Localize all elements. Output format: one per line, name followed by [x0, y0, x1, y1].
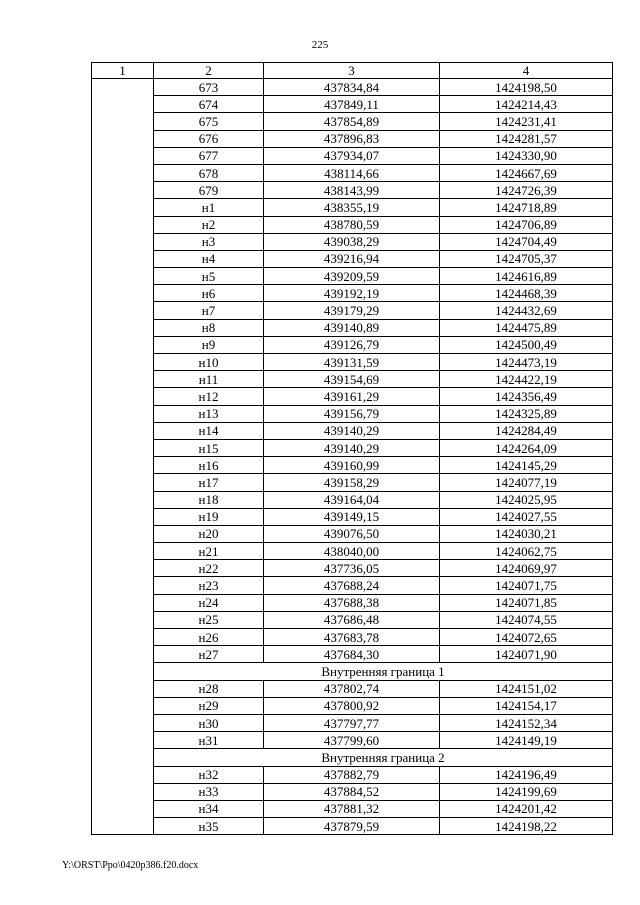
point-id-cell: н26 [154, 629, 264, 646]
y-coordinate-cell: 1424071,75 [440, 577, 613, 594]
point-id-cell: н32 [154, 766, 264, 783]
x-coordinate-cell: 439154,69 [264, 371, 440, 388]
x-coordinate-cell: 437736,05 [264, 560, 440, 577]
x-coordinate-cell: 439038,29 [264, 233, 440, 250]
x-coordinate-cell: 439161,29 [264, 388, 440, 405]
y-coordinate-cell: 1424473,19 [440, 354, 613, 371]
table-row [92, 199, 613, 216]
table-row [92, 422, 613, 439]
x-coordinate-cell: 439149,15 [264, 508, 440, 525]
y-coordinate-cell: 1424475,89 [440, 319, 613, 336]
footer-file-path: Y:\ORST\Ppo\0420p386.f20.docx [62, 860, 199, 871]
section-label-row [92, 749, 613, 766]
y-coordinate-cell: 1424704,49 [440, 233, 613, 250]
point-id-cell: н17 [154, 474, 264, 491]
table-row [92, 818, 613, 835]
table-row [92, 766, 613, 783]
point-id-cell: н16 [154, 457, 264, 474]
point-id-cell: н8 [154, 319, 264, 336]
y-coordinate-cell: 1424071,90 [440, 646, 613, 663]
y-coordinate-cell: 1424199,69 [440, 783, 613, 800]
point-id-cell: 673 [154, 79, 264, 96]
x-coordinate-cell: 439158,29 [264, 474, 440, 491]
point-id-cell: н7 [154, 302, 264, 319]
point-id-cell: н35 [154, 818, 264, 835]
point-id-cell: н6 [154, 285, 264, 302]
section-label: Внутренняя граница 2 [154, 749, 613, 766]
y-coordinate-cell: 1424214,43 [440, 96, 613, 113]
table-row [92, 182, 613, 199]
table-row [92, 611, 613, 628]
x-coordinate-cell: 439216,94 [264, 250, 440, 267]
point-id-cell: н1 [154, 199, 264, 216]
table-row [92, 405, 613, 422]
column-header: 2 [154, 63, 264, 79]
y-coordinate-cell: 1424616,89 [440, 268, 613, 285]
point-id-cell: н19 [154, 508, 264, 525]
y-coordinate-cell: 1424196,49 [440, 766, 613, 783]
table-row [92, 354, 613, 371]
x-coordinate-cell: 437854,89 [264, 113, 440, 130]
x-coordinate-cell: 437688,24 [264, 577, 440, 594]
table-row [92, 79, 613, 96]
y-coordinate-cell: 1424072,65 [440, 629, 613, 646]
x-coordinate-cell: 439156,79 [264, 405, 440, 422]
column-header: 1 [92, 63, 154, 79]
x-coordinate-cell: 437797,77 [264, 714, 440, 731]
point-id-cell: 675 [154, 113, 264, 130]
column-1-cell [92, 79, 154, 835]
y-coordinate-cell: 1424149,19 [440, 732, 613, 749]
table-row [92, 543, 613, 560]
y-coordinate-cell: 1424069,97 [440, 560, 613, 577]
table-row [92, 233, 613, 250]
y-coordinate-cell: 1424152,34 [440, 714, 613, 731]
x-coordinate-cell: 438355,19 [264, 199, 440, 216]
header-row [92, 63, 613, 79]
x-coordinate-cell: 438040,00 [264, 543, 440, 560]
coordinates-table [91, 62, 613, 835]
y-coordinate-cell: 1424201,42 [440, 800, 613, 817]
y-coordinate-cell: 1424281,57 [440, 130, 613, 147]
table-row [92, 680, 613, 697]
point-id-cell: н14 [154, 422, 264, 439]
y-coordinate-cell: 1424030,21 [440, 525, 613, 542]
y-coordinate-cell: 1424074,55 [440, 611, 613, 628]
y-coordinate-cell: 1424071,85 [440, 594, 613, 611]
point-id-cell: н27 [154, 646, 264, 663]
table-row [92, 508, 613, 525]
x-coordinate-cell: 437849,11 [264, 96, 440, 113]
y-coordinate-cell: 1424284,49 [440, 422, 613, 439]
y-coordinate-cell: 1424145,29 [440, 457, 613, 474]
x-coordinate-cell: 437684,30 [264, 646, 440, 663]
x-coordinate-cell: 439140,29 [264, 439, 440, 456]
table-row [92, 302, 613, 319]
x-coordinate-cell: 437881,32 [264, 800, 440, 817]
point-id-cell: н11 [154, 371, 264, 388]
x-coordinate-cell: 439131,59 [264, 354, 440, 371]
point-id-cell: 679 [154, 182, 264, 199]
table-row [92, 525, 613, 542]
y-coordinate-cell: 1424422,19 [440, 371, 613, 388]
x-coordinate-cell: 437683,78 [264, 629, 440, 646]
y-coordinate-cell: 1424025,95 [440, 491, 613, 508]
x-coordinate-cell: 437934,07 [264, 147, 440, 164]
y-coordinate-cell: 1424231,41 [440, 113, 613, 130]
point-id-cell: н10 [154, 354, 264, 371]
x-coordinate-cell: 437879,59 [264, 818, 440, 835]
y-coordinate-cell: 1424705,37 [440, 250, 613, 267]
y-coordinate-cell: 1424500,49 [440, 336, 613, 353]
x-coordinate-cell: 437800,92 [264, 697, 440, 714]
point-id-cell: н18 [154, 491, 264, 508]
page-number: 225 [311, 39, 329, 51]
y-coordinate-cell: 1424330,90 [440, 147, 613, 164]
table-row [92, 285, 613, 302]
y-coordinate-cell: 1424325,89 [440, 405, 613, 422]
table-row [92, 629, 613, 646]
x-coordinate-cell: 437896,83 [264, 130, 440, 147]
y-coordinate-cell: 1424718,89 [440, 199, 613, 216]
point-id-cell: н20 [154, 525, 264, 542]
point-id-cell: н30 [154, 714, 264, 731]
table-row [92, 783, 613, 800]
table-row [92, 474, 613, 491]
point-id-cell: н23 [154, 577, 264, 594]
x-coordinate-cell: 439192,19 [264, 285, 440, 302]
point-id-cell: н2 [154, 216, 264, 233]
table-row [92, 388, 613, 405]
y-coordinate-cell: 1424198,50 [440, 79, 613, 96]
point-id-cell: н15 [154, 439, 264, 456]
table-row [92, 130, 613, 147]
table-row [92, 560, 613, 577]
point-id-cell: н28 [154, 680, 264, 697]
table-row [92, 457, 613, 474]
point-id-cell: 674 [154, 96, 264, 113]
table-row [92, 800, 613, 817]
point-id-cell: н12 [154, 388, 264, 405]
table-row [92, 96, 613, 113]
x-coordinate-cell: 437688,38 [264, 594, 440, 611]
table-row [92, 439, 613, 456]
table-row [92, 594, 613, 611]
x-coordinate-cell: 438114,66 [264, 164, 440, 181]
x-coordinate-cell: 439209,59 [264, 268, 440, 285]
point-id-cell: н9 [154, 336, 264, 353]
y-coordinate-cell: 1424151,02 [440, 680, 613, 697]
y-coordinate-cell: 1424432,69 [440, 302, 613, 319]
point-id-cell: н5 [154, 268, 264, 285]
table-row [92, 646, 613, 663]
x-coordinate-cell: 437834,84 [264, 79, 440, 96]
point-id-cell: н13 [154, 405, 264, 422]
point-id-cell: н22 [154, 560, 264, 577]
point-id-cell: н25 [154, 611, 264, 628]
table-row [92, 491, 613, 508]
x-coordinate-cell: 438143,99 [264, 182, 440, 199]
table-row [92, 319, 613, 336]
table-row [92, 164, 613, 181]
table-row [92, 147, 613, 164]
y-coordinate-cell: 1424154,17 [440, 697, 613, 714]
x-coordinate-cell: 438780,59 [264, 216, 440, 233]
x-coordinate-cell: 437802,74 [264, 680, 440, 697]
section-label-row [92, 663, 613, 680]
column-header: 3 [264, 63, 440, 79]
table-row [92, 577, 613, 594]
column-header: 4 [440, 63, 613, 79]
point-id-cell: н34 [154, 800, 264, 817]
y-coordinate-cell: 1424726,39 [440, 182, 613, 199]
point-id-cell: н33 [154, 783, 264, 800]
point-id-cell: н29 [154, 697, 264, 714]
point-id-cell: н31 [154, 732, 264, 749]
point-id-cell: 678 [154, 164, 264, 181]
x-coordinate-cell: 439160,99 [264, 457, 440, 474]
y-coordinate-cell: 1424264,09 [440, 439, 613, 456]
y-coordinate-cell: 1424062,75 [440, 543, 613, 560]
x-coordinate-cell: 437884,52 [264, 783, 440, 800]
table-row [92, 250, 613, 267]
point-id-cell: н21 [154, 543, 264, 560]
point-id-cell: 677 [154, 147, 264, 164]
x-coordinate-cell: 439164,04 [264, 491, 440, 508]
x-coordinate-cell: 437799,60 [264, 732, 440, 749]
y-coordinate-cell: 1424706,89 [440, 216, 613, 233]
table-row [92, 732, 613, 749]
x-coordinate-cell: 439179,29 [264, 302, 440, 319]
x-coordinate-cell: 439140,29 [264, 422, 440, 439]
y-coordinate-cell: 1424077,19 [440, 474, 613, 491]
point-id-cell: 676 [154, 130, 264, 147]
table-row [92, 697, 613, 714]
table-row [92, 113, 613, 130]
point-id-cell: н4 [154, 250, 264, 267]
table-row [92, 268, 613, 285]
x-coordinate-cell: 439126,79 [264, 336, 440, 353]
x-coordinate-cell: 437686,48 [264, 611, 440, 628]
table-row [92, 714, 613, 731]
x-coordinate-cell: 439140,89 [264, 319, 440, 336]
table-row [92, 371, 613, 388]
section-label: Внутренняя граница 1 [154, 663, 613, 680]
y-coordinate-cell: 1424356,49 [440, 388, 613, 405]
y-coordinate-cell: 1424468,39 [440, 285, 613, 302]
table-row [92, 336, 613, 353]
x-coordinate-cell: 437882,79 [264, 766, 440, 783]
point-id-cell: н24 [154, 594, 264, 611]
y-coordinate-cell: 1424027,55 [440, 508, 613, 525]
x-coordinate-cell: 439076,50 [264, 525, 440, 542]
point-id-cell: н3 [154, 233, 264, 250]
y-coordinate-cell: 1424667,69 [440, 164, 613, 181]
table-row [92, 216, 613, 233]
y-coordinate-cell: 1424198,22 [440, 818, 613, 835]
